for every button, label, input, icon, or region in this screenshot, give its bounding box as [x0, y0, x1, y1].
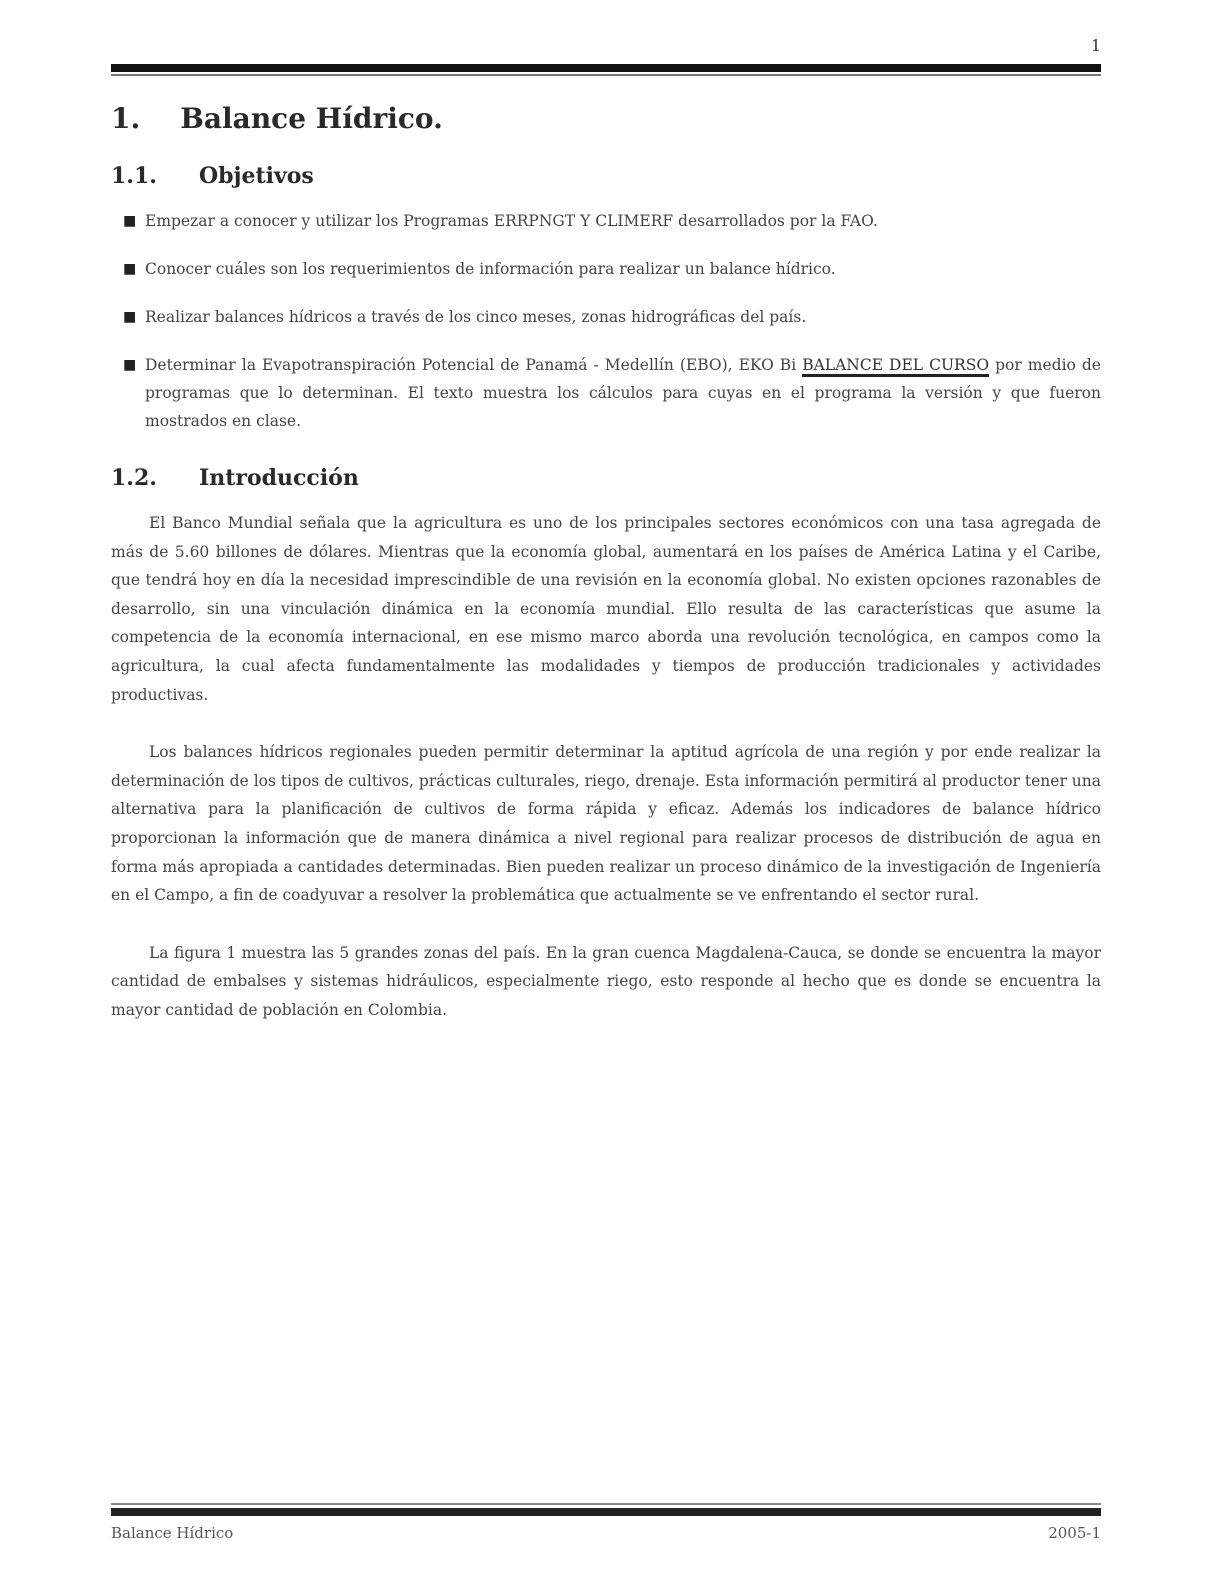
section-title: Balance Hídrico.	[180, 102, 443, 135]
page-number: 1	[1090, 36, 1101, 55]
subsection-number: 1.2.	[111, 465, 157, 491]
subsection-title: Objetivos	[198, 163, 314, 189]
objective-item	[123, 351, 1101, 435]
section-heading	[111, 102, 1101, 135]
header-rule	[111, 64, 1101, 72]
bullet-icon: ■	[123, 261, 137, 277]
objective-text: Conocer cuáles son los requerimientos de información para realizar un balance hídrico.	[145, 260, 836, 278]
subsection-heading-objectives	[111, 163, 1101, 189]
objective-link[interactable]: BALANCE DEL CURSO	[802, 356, 989, 377]
section-number: 1.	[111, 102, 141, 135]
footer-rule	[111, 1508, 1101, 1516]
bullet-icon: ■	[123, 357, 137, 373]
objective-item	[123, 303, 1101, 331]
objective-item	[123, 255, 1101, 283]
footer-rule-thin	[111, 1503, 1101, 1505]
bullet-icon: ■	[123, 213, 137, 229]
footer-date: 2005-1	[1048, 1524, 1101, 1542]
footer-title: Balance Hídrico	[111, 1524, 234, 1542]
objective-item	[123, 207, 1101, 235]
objective-text: Realizar balances hídricos a través de los cinco meses, zonas hidrográficas del país.	[145, 308, 807, 326]
objective-text-continued: por medio de programas que lo determinan. El texto muestra los cálculos para cuyas en el programa la versión y que fueron mostrados en clase.	[145, 356, 1101, 430]
subsection-heading-introduction	[111, 465, 1101, 491]
objective-text: Determinar la Evapotranspiración Potencial de Panamá - Medellín (EBO), EKO Bi	[145, 356, 797, 374]
document-page	[111, 0, 1101, 1584]
objective-text: Empezar a conocer y utilizar los Programas ERRPNGT Y CLIMERF desarrollados por la FAO.	[145, 212, 878, 230]
paragraph: La figura 1 muestra las 5 grandes zonas del país. En la gran cuenca Magdalena-Cauca, se donde se encuentra la mayor cantidad de embalses y sistemas hidráulicos, especialmente riego, esto responde al hecho que es donde se encuentra la mayor cantidad de población en Colombia.	[111, 943, 1101, 1019]
bullet-icon: ■	[123, 309, 137, 325]
subsection-number: 1.1.	[111, 163, 157, 189]
subsection-title: Introducción	[198, 465, 359, 491]
objectives-list	[111, 207, 1101, 435]
header-rule-thin	[111, 74, 1101, 76]
main-content	[111, 102, 1101, 1054]
paragraph: Los balances hídricos regionales pueden permitir determinar la aptitud agrícola de una región y por ende realizar la determinación de los tipos de cultivos, prácticas culturales, riego, drenaje. Esta información permitirá al productor tener una alternativa para la planificación de cultivos de forma rápida y eficaz. Además los indicadores de balance hídrico proporcionan la información que de manera dinámica a nivel regional para realizar procesos de distribución de agua en forma más apropiada a cantidades determinadas. Bien pueden realizar un proceso dinámico de la investigación de Ingeniería en el Campo, a fin de coadyuvar a resolver la problemática que actualmente se ve enfrentando el sector rural.	[111, 743, 1101, 905]
paragraph: El Banco Mundial señala que la agricultura es uno de los principales sectores económicos con una tasa agregada de más de 5.60 billones de dólares. Mientras que la economía global, aumentará en los países de América Latina y el Caribe, que tendrá hoy en día la necesidad imprescindible de una revisión en la economía global. No existen opciones razonables de desarrollo, sin una vinculación dinámica en la economía mundial. Ello resulta de las características que asume la competencia de la economía internacional, en ese mismo marco aborda una revolución tecnológica, en campos como la agricultura, la cual afecta fundamentalmente las modalidades y tiempos de producción tradicionales y actividades productivas.	[111, 514, 1101, 704]
